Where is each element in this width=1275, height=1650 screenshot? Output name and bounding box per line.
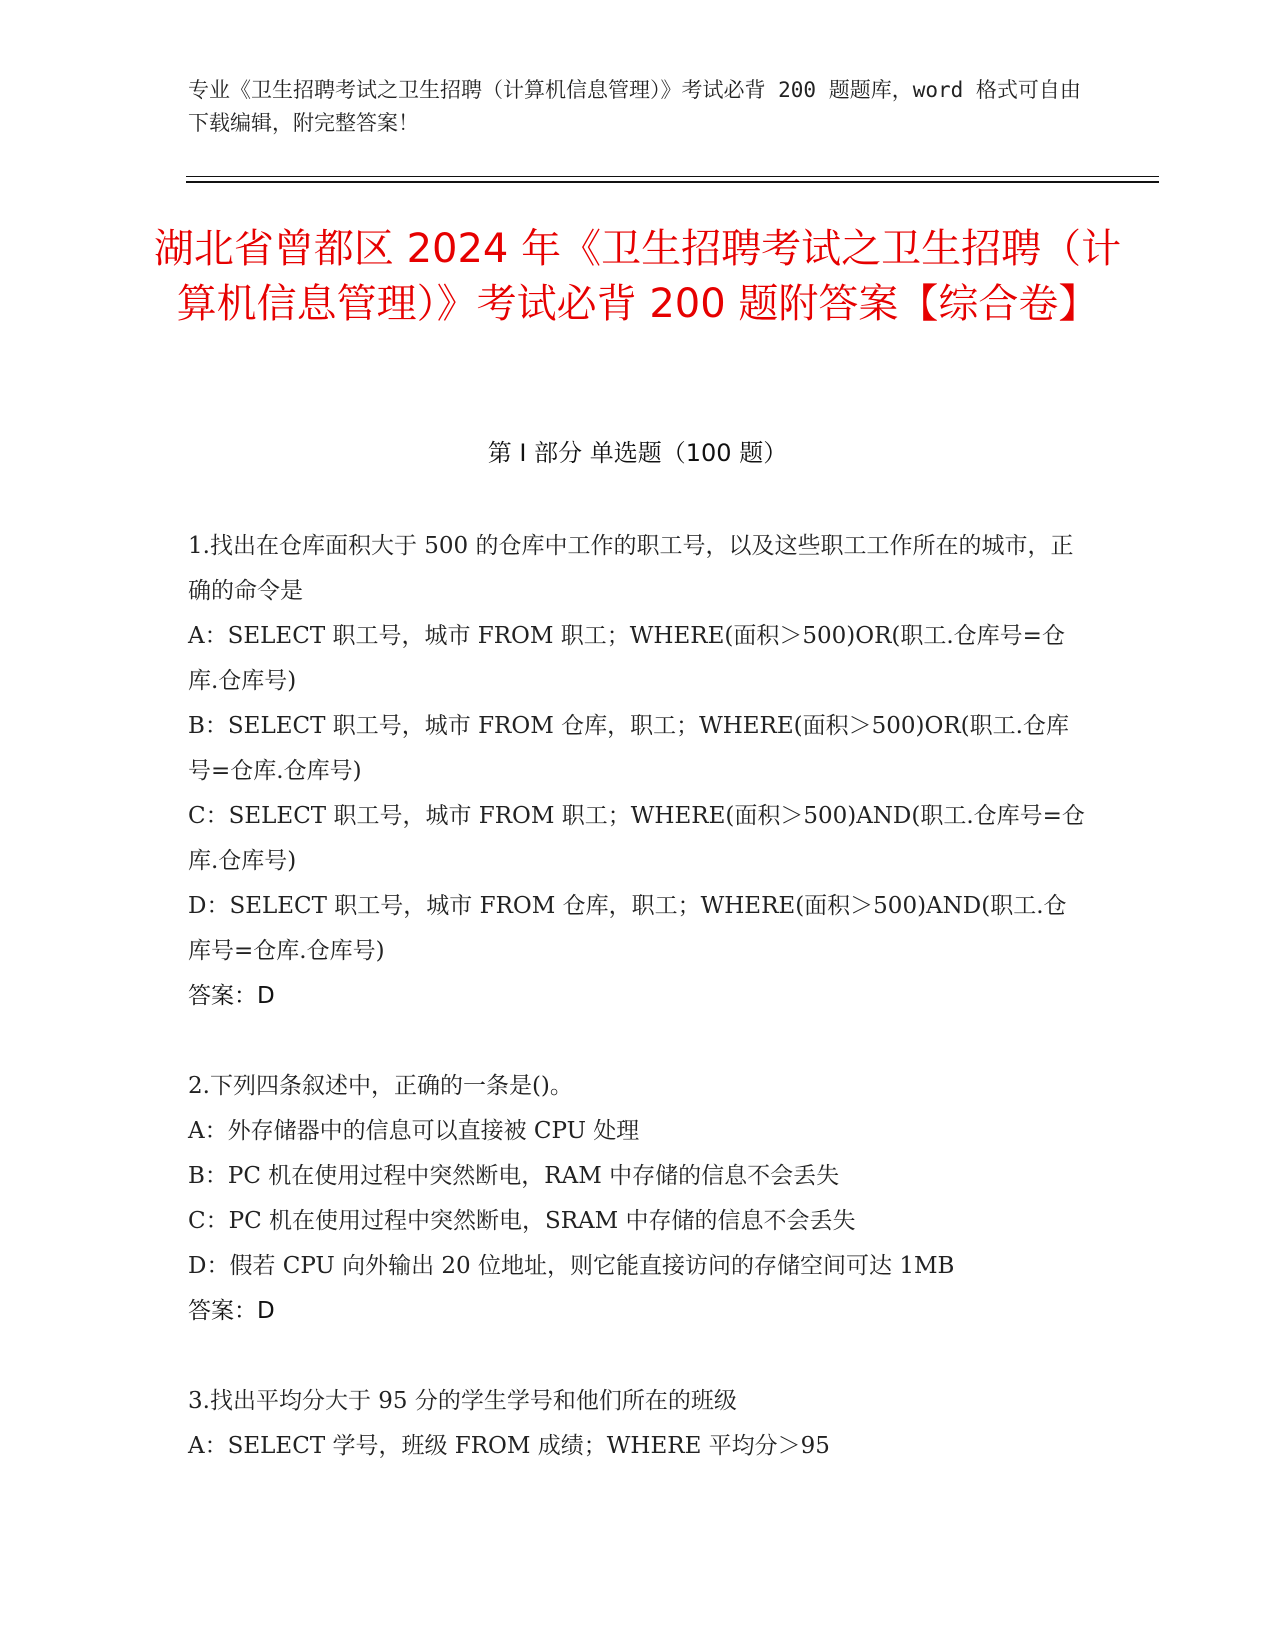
header-note: 专业《卫生招聘考试之卫生招聘（计算机信息管理）》考试必背 200 题题库，word 格式可自由下载编辑，附完整答案！ <box>188 78 1081 135</box>
question-3 <box>188 1379 1088 1469</box>
section-title: 第 I 部分 单选题（100 题） <box>487 439 788 467</box>
question-2 <box>188 1064 1088 1334</box>
option-c: C：SELECT 职工号，城市 FROM 职工；WHERE(面积＞500)AND(职工.仓库号=仓库.仓库号) <box>188 803 1085 874</box>
header-divider-thick <box>186 181 1159 183</box>
option-d: D：SELECT 职工号，城市 FROM 仓库，职工；WHERE(面积＞500)AND(职工.仓库号=仓库.仓库号) <box>188 893 1067 964</box>
answer-line: 答案：D <box>188 1298 275 1324</box>
document-title: 湖北省曾都区 2024 年《卫生招聘考试之卫生招聘（计算机信息管理）》考试必背 200 题附答案【综合卷】 <box>153 226 1122 327</box>
question-stem: 3.找出平均分大于 95 分的学生学号和他们所在的班级 <box>188 1388 737 1414</box>
question-stem: 2.下列四条叙述中，正确的一条是()。 <box>188 1073 573 1099</box>
header-divider-thin <box>186 176 1159 177</box>
question-stem: 1.找出在仓库面积大于 500 的仓库中工作的职工号，以及这些职工工作所在的城市，正确的命令是 <box>188 533 1074 604</box>
option-b: B：SELECT 职工号，城市 FROM 仓库，职工；WHERE(面积＞500)OR(职工.仓库号=仓库.仓库号) <box>188 713 1069 784</box>
option-c: C：PC 机在使用过程中突然断电，SRAM 中存储的信息不会丢失 <box>188 1208 856 1234</box>
question-list <box>188 524 1088 1469</box>
option-a: A：SELECT 学号，班级 FROM 成绩；WHERE 平均分＞95 <box>188 1433 830 1459</box>
answer-line: 答案：D <box>188 983 275 1009</box>
question-1 <box>188 524 1088 1019</box>
option-a: A：外存储器中的信息可以直接被 CPU 处理 <box>188 1118 640 1144</box>
option-a: A：SELECT 职工号，城市 FROM 职工；WHERE(面积＞500)OR(职工.仓库号=仓库.仓库号) <box>188 623 1065 694</box>
option-b: B：PC 机在使用过程中突然断电，RAM 中存储的信息不会丢失 <box>188 1163 840 1189</box>
option-d: D：假若 CPU 向外输出 20 位地址，则它能直接访问的存储空间可达 1MB <box>188 1253 955 1279</box>
